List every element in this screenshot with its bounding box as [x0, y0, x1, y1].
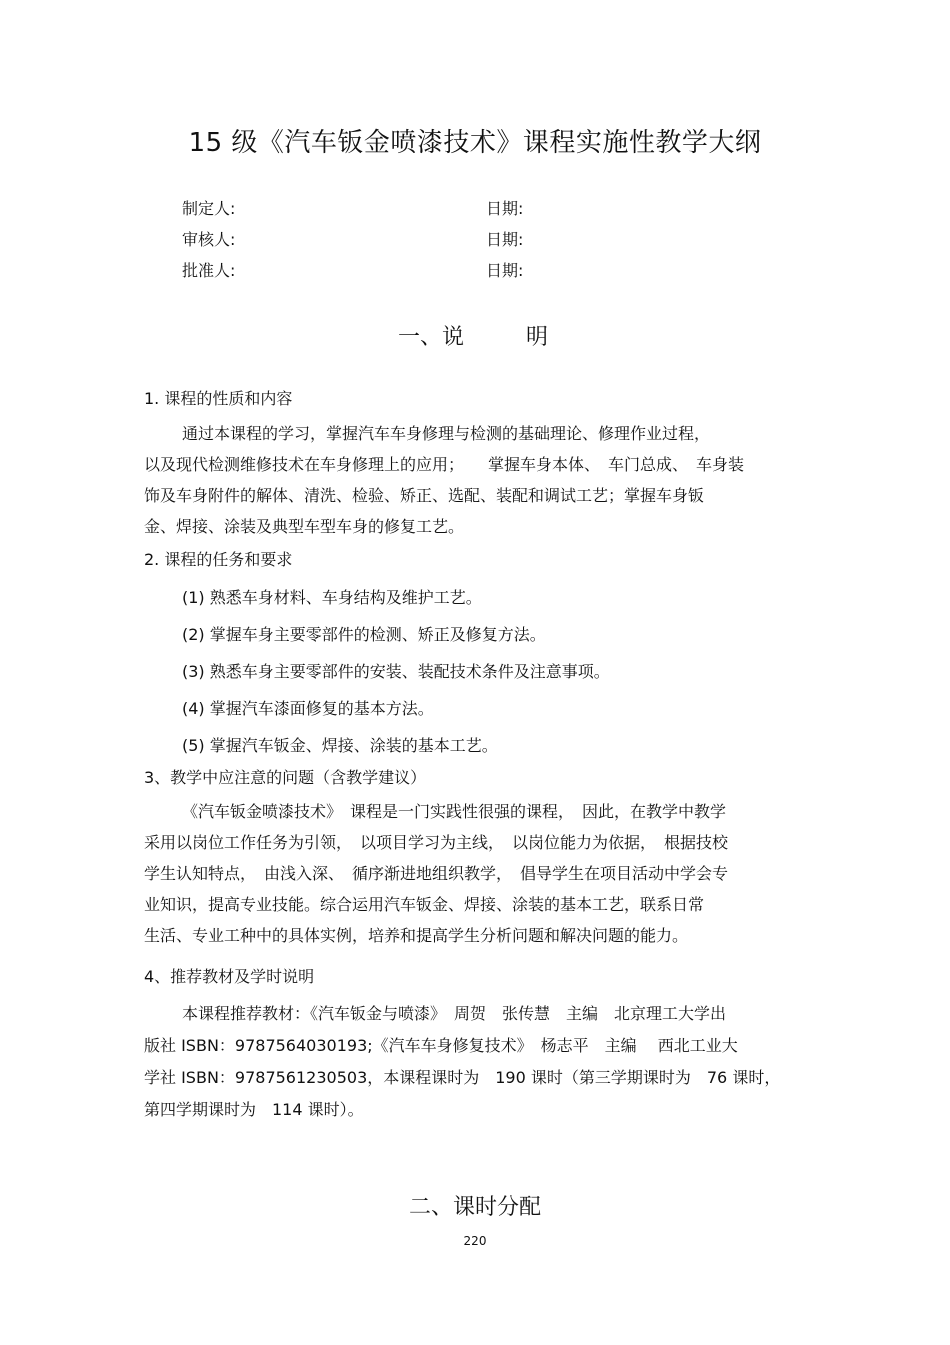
list-item: (4) 掌握汽车漆面修复的基本方法。 — [182, 699, 434, 718]
paragraph-line: 金、焊接、涂装及典型车型车身的修复工艺。 — [144, 517, 465, 536]
list-item: (2) 掌握车身主要零部件的检测、矫正及修复方法。 — [182, 625, 546, 644]
section-heading: 一、说 — [398, 325, 465, 350]
list-item: (1) 熟悉车身材料、车身结构及维护工艺。 — [182, 588, 482, 607]
list-item: (3) 熟悉车身主要零部件的安装、装配技术条件及注意事项。 — [182, 662, 610, 681]
paragraph-line: 饰及车身附件的解体、清洗、检验、矫正、选配、装配和调试工艺；掌握车身钣 — [144, 486, 705, 505]
paragraph-line: 本课程推荐教材：《汽车钣金与喷漆》 周贺 张传慧 主编 北京理工大学出 — [182, 1004, 727, 1023]
list-item: (5) 掌握汽车钣金、焊接、涂装的基本工艺。 — [182, 736, 498, 755]
page-number: 220 — [463, 1234, 487, 1248]
subsection-heading: 3、教学中应注意的问题（含教学建议） — [144, 768, 427, 787]
paragraph-line: 学生认知特点， 由浅入深、 循序渐进地组织教学， 倡导学生在项目活动中学会专 — [144, 864, 729, 883]
paragraph-line: 学社 ISBN：9787561230503，本课程课时为 190 课时（第三学期课时为 76 课时， — [144, 1068, 781, 1087]
subsection-heading: 4、推荐教材及学时说明 — [144, 967, 315, 986]
paragraph-line: 《汽车钣金喷漆技术》 课程是一门实践性很强的课程， 因此，在教学中教学 — [182, 802, 727, 821]
subsection-heading: 1. 课程的性质和内容 — [144, 389, 293, 408]
section-heading: 明 — [526, 325, 549, 350]
subsection-heading: 2. 课程的任务和要求 — [144, 550, 293, 569]
paragraph-line: 第四学期课时为 114 课时）。 — [144, 1100, 364, 1119]
reviewer-label: 审核人: — [182, 230, 236, 249]
date-label: 日期: — [486, 230, 524, 249]
paragraph-line: 业知识，提高专业技能。综合运用汽车钣金、焊接、涂装的基本工艺，联系日常 — [144, 895, 705, 914]
paragraph-line: 通过本课程的学习，掌握汽车车身修理与检测的基础理论、修理作业过程， — [182, 424, 711, 443]
approver-label: 批准人: — [182, 261, 236, 280]
paragraph-line: 版社 ISBN：9787564030193;《汽车车身修复技术》 杨志平 主编 西北工业大 — [144, 1036, 738, 1055]
paragraph-line: 采用以岗位工作任务为引领， 以项目学习为主线， 以岗位能力为依据， 根据技校 — [144, 833, 729, 852]
document-title: 15 级《汽车钣金喷漆技术》课程实施性教学大纲 — [188, 128, 762, 158]
section-heading: 二、课时分配 — [408, 1195, 541, 1220]
date-label: 日期: — [486, 199, 524, 218]
date-label: 日期: — [486, 261, 524, 280]
maker-label: 制定人: — [182, 199, 236, 218]
paragraph-line: 以及现代检测维修技术在车身修理上的应用； 掌握车身本体、 车门总成、 车身装 — [144, 455, 745, 474]
paragraph-line: 生活、专业工种中的具体实例，培养和提高学生分析问题和解决问题的能力。 — [144, 926, 689, 945]
